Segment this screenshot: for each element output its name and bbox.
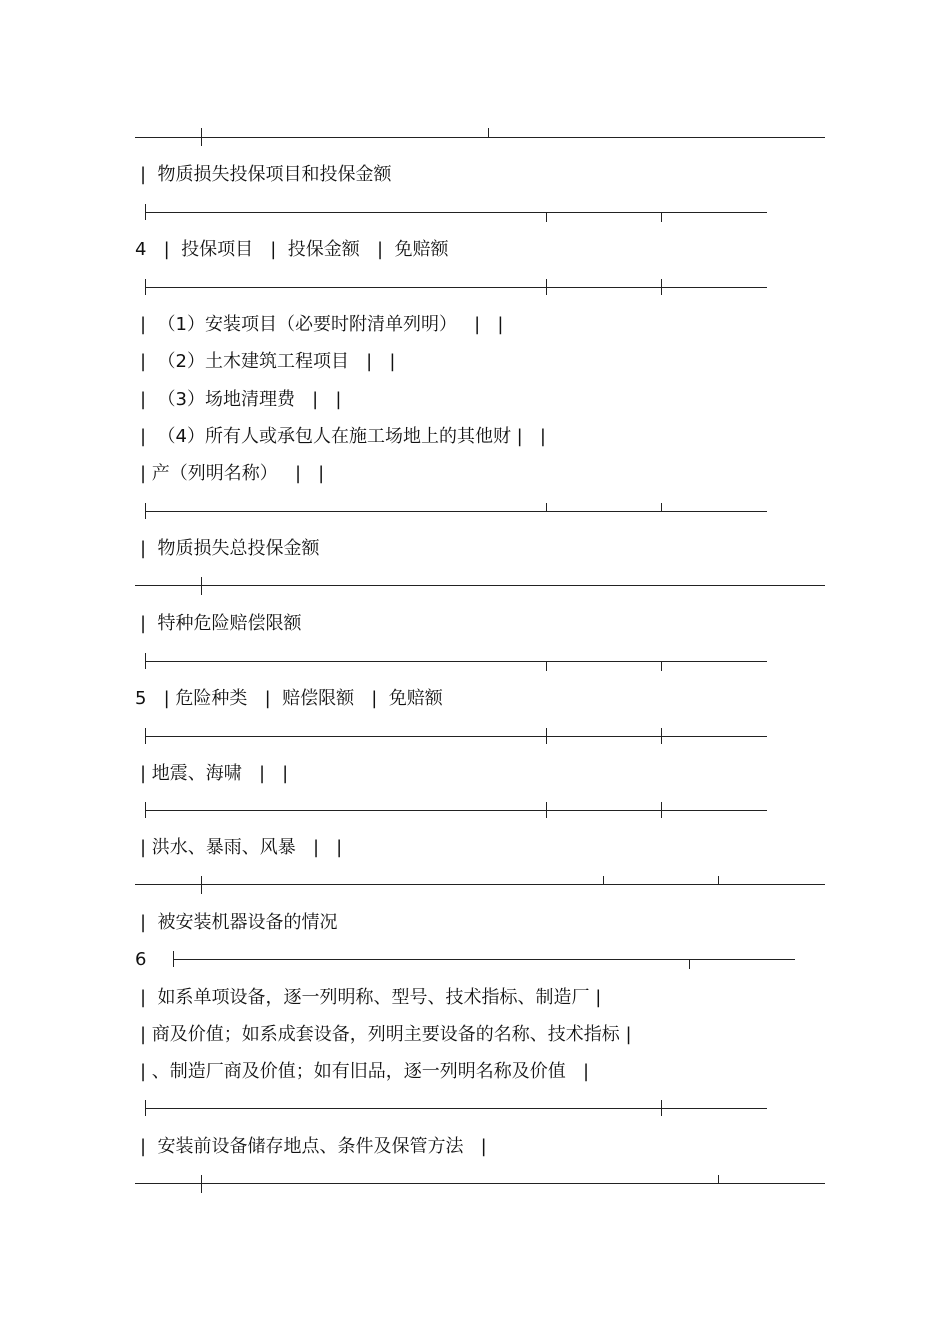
table-tick bbox=[546, 279, 547, 295]
table-tick bbox=[145, 1100, 146, 1116]
table-tick bbox=[201, 1175, 202, 1193]
table-tick bbox=[201, 128, 202, 146]
text-line: | 地震、海啸 | | bbox=[140, 763, 289, 784]
text-line: | 安装前设备储存地点、条件及保管方法 | bbox=[140, 1136, 487, 1157]
table-tick bbox=[546, 661, 547, 671]
table-rule bbox=[145, 1108, 767, 1109]
text-line: | 商及价值；如系成套设备，列明主要设备的名称、技术指标 | bbox=[140, 1024, 632, 1045]
text-line: | 物质损失投保项目和投保金额 bbox=[140, 164, 392, 185]
text-line: 5 | 危险种类 | 赔偿限额 | 免赔额 bbox=[135, 688, 443, 709]
table-tick bbox=[689, 959, 690, 969]
table-tick bbox=[145, 204, 146, 220]
table-tick bbox=[173, 951, 174, 967]
table-tick bbox=[603, 876, 604, 885]
table-tick bbox=[661, 212, 662, 222]
table-tick bbox=[201, 876, 202, 894]
table-tick bbox=[201, 577, 202, 595]
table-rule bbox=[145, 661, 767, 662]
text-line: | （1）安装项目（必要时附清单列明） | | bbox=[140, 314, 504, 335]
table-rule bbox=[145, 810, 767, 811]
table-tick bbox=[661, 1100, 662, 1116]
table-tick bbox=[661, 802, 662, 818]
text-line: | 洪水、暴雨、风暴 | | bbox=[140, 837, 343, 858]
text-line: | （4）所有人或承包人在施工场地上的其他财 | | bbox=[140, 426, 546, 447]
table-tick bbox=[661, 661, 662, 671]
table-tick bbox=[145, 653, 146, 669]
text-line: | 物质损失总投保金额 bbox=[140, 538, 320, 559]
table-tick bbox=[546, 802, 547, 818]
text-line: | 、制造厂商及价值；如有旧品，逐一列明名称及价值 | bbox=[140, 1061, 590, 1082]
text-line: 6 bbox=[135, 949, 147, 970]
table-rule bbox=[145, 212, 767, 213]
text-line: | 产（列明名称） | | bbox=[140, 463, 325, 484]
table-tick bbox=[145, 503, 146, 519]
table-rule bbox=[145, 736, 767, 737]
table-rule bbox=[145, 287, 767, 288]
table-rule bbox=[135, 1183, 825, 1184]
table-tick bbox=[661, 728, 662, 744]
text-line: 4 | 投保项目 | 投保金额 | 免赔额 bbox=[135, 239, 449, 260]
text-line: | 被安装机器设备的情况 bbox=[140, 912, 338, 933]
table-tick bbox=[145, 279, 146, 295]
table-rule bbox=[135, 884, 825, 885]
table-tick bbox=[661, 503, 662, 512]
table-tick bbox=[488, 128, 489, 137]
table-tick bbox=[718, 1175, 719, 1184]
text-line: | 如系单项设备，逐一列明称、型号、技术指标、制造厂 | bbox=[140, 987, 602, 1008]
table-tick bbox=[546, 728, 547, 744]
text-line: | 特种危险赔偿限额 bbox=[140, 613, 302, 634]
table-tick bbox=[145, 728, 146, 744]
table-tick bbox=[546, 503, 547, 512]
table-tick bbox=[661, 279, 662, 295]
table-rule bbox=[135, 585, 825, 586]
text-line: | （2）土木建筑工程项目 | | bbox=[140, 351, 396, 372]
table-tick bbox=[145, 802, 146, 818]
table-tick bbox=[718, 876, 719, 885]
text-line: | （3）场地清理费 | | bbox=[140, 389, 342, 410]
table-rule bbox=[145, 511, 767, 512]
table-rule bbox=[173, 959, 795, 960]
table-tick bbox=[546, 212, 547, 222]
table-rule bbox=[135, 137, 825, 138]
